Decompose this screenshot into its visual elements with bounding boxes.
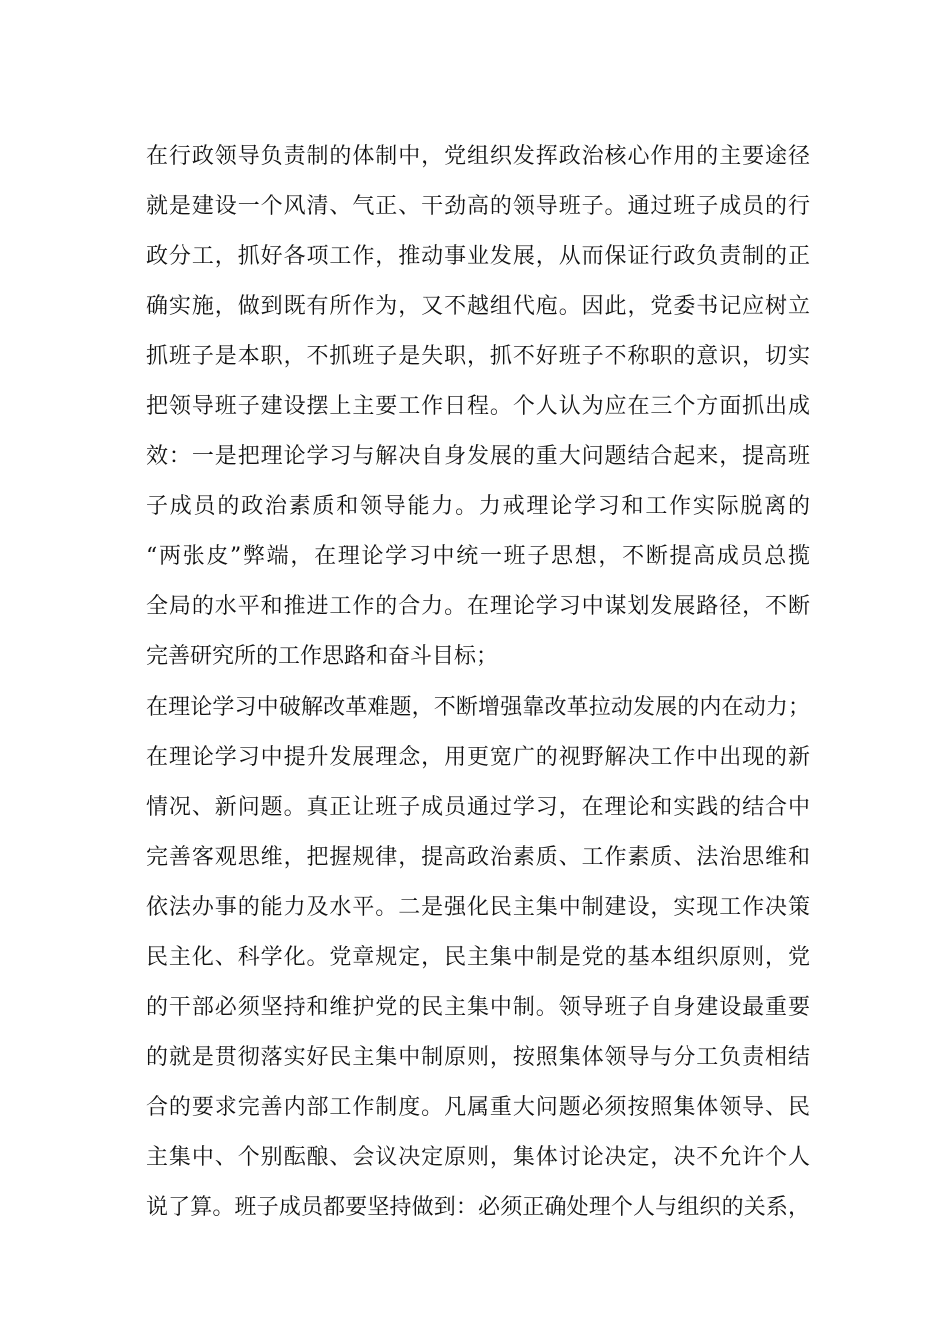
text-line: 情况、新问题。真正让班子成员通过学习，在理论和实践的结合中 [146, 795, 810, 820]
paragraph-2 [146, 683, 810, 1233]
text-line: 主集中、个别酝酿、会议决定原则，集体讨论决定，决不允许个人 [146, 1145, 810, 1170]
text-line: 抓班子是本职，不抓班子是失职，抓不好班子不称职的意识，切实 [146, 344, 810, 369]
text-line: 说了算。班子成员都要坚持做到：必须正确处理个人与组织的关系， [146, 1195, 810, 1220]
text-line: 子成员的政治素质和领导能力。力戒理论学习和工作实际脱离的 [146, 494, 810, 519]
text-line: 效：一是把理论学习与解决自身发展的重大问题结合起来，提高班 [146, 444, 810, 469]
text-line: 民主化、科学化。党章规定，民主集中制是党的基本组织原则，党 [146, 945, 810, 970]
paragraph-1 [146, 132, 810, 682]
text-line: 在理论学习中提升发展理念，用更宽广的视野解决工作中出现的新 [146, 745, 810, 770]
text-line: 的就是贯彻落实好民主集中制原则，按照集体领导与分工负责相结 [146, 1045, 810, 1070]
text-line: 完善研究所的工作思路和奋斗目标； [146, 644, 499, 669]
text-line: 的干部必须坚持和维护党的民主集中制。领导班子自身建设最重要 [146, 995, 810, 1020]
text-line: 合的要求完善内部工作制度。凡属重大问题必须按照集体领导、民 [146, 1095, 810, 1120]
text-line: 全局的水平和推进工作的合力。在理论学习中谋划发展路径，不断 [146, 594, 810, 619]
text-line: 就是建设一个风清、气正、干劲高的领导班子。通过班子成员的行 [146, 194, 810, 219]
text-line: 政分工，抓好各项工作，推动事业发展，从而保证行政负责制的正 [146, 244, 810, 269]
text-line: “两张皮”弊端，在理论学习中统一班子思想，不断提高成员总揽 [146, 544, 810, 569]
text-line: 完善客观思维，把握规律，提高政治素质、工作素质、法治思维和 [146, 845, 810, 870]
text-line: 确实施，做到既有所作为，又不越组代庖。因此，党委书记应树立 [146, 294, 810, 319]
text-line: 在行政领导负责制的体制中，党组织发挥政治核心作用的主要途径 [146, 144, 810, 169]
text-line: 在理论学习中破解改革难题，不断增强靠改革拉动发展的内在动力； [146, 695, 810, 720]
text-line: 把领导班子建设摆上主要工作日程。个人认为应在三个方面抓出成 [146, 394, 810, 419]
text-line: 依法办事的能力及水平。二是强化民主集中制建设，实现工作决策 [146, 895, 810, 920]
